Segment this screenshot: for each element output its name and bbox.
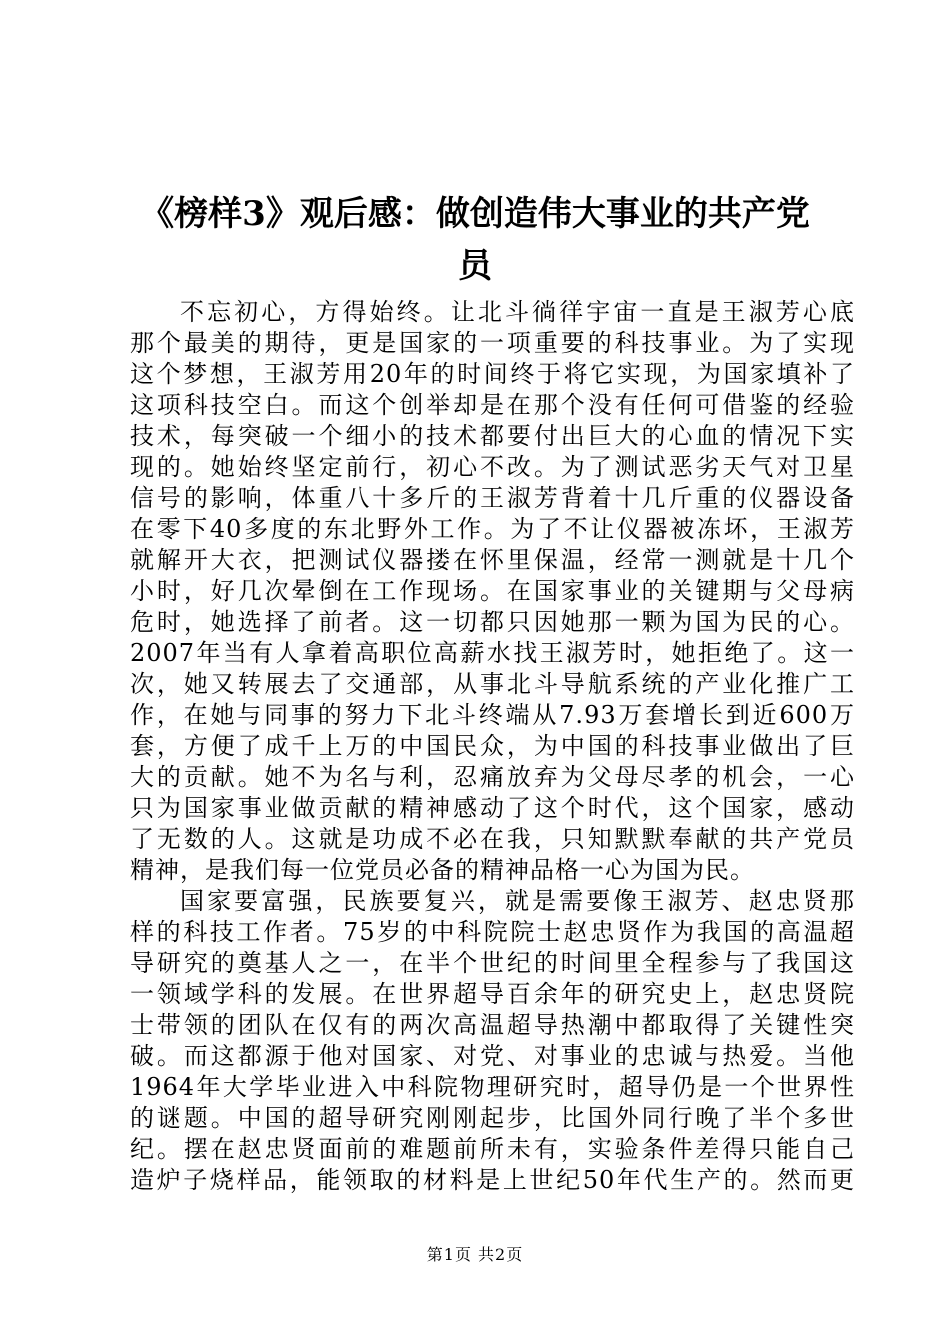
body-line: 的谜题。中国的超导研究刚刚起步，比国外同行晚了半个多世 bbox=[130, 1104, 855, 1132]
document-body bbox=[130, 297, 855, 1196]
document-title-line-1: 《榜样3》观后感：做创造伟大事业的共产党 bbox=[140, 194, 810, 234]
body-line: 只为国家事业做贡献的精神感动了这个时代，这个国家，感动 bbox=[130, 794, 855, 822]
body-line: 危时，她选择了前者。这一切都只因她那一颗为国为民的心。 bbox=[130, 608, 855, 636]
body-line: 了无数的人。这就是功成不必在我，只知默默奉献的共产党员 bbox=[130, 825, 855, 853]
body-line: 信号的影响，体重八十多斤的王淑芳背着十几斤重的仪器设备 bbox=[130, 484, 855, 512]
body-line: 那个最美的期待，更是国家的一项重要的科技事业。为了实现 bbox=[130, 329, 855, 357]
body-line: 这项科技空白。而这个创举却是在那个没有任何可借鉴的经验 bbox=[130, 391, 855, 419]
page-footer: 第1页 共2页 bbox=[426, 1245, 524, 1264]
body-line: 作，在她与同事的努力下北斗终端从7.93万套增长到近600万 bbox=[130, 701, 855, 729]
body-line: 1964年大学毕业进入中科院物理研究时，超导仍是一个世界性 bbox=[130, 1073, 855, 1101]
body-line: 这个梦想，王淑芳用20年的时间终于将它实现，为国家填补了 bbox=[130, 360, 855, 388]
body-line: 一领域学科的发展。在世界超导百余年的研究史上，赵忠贤院 bbox=[130, 980, 855, 1008]
body-line: 小时，好几次晕倒在工作现场。在国家事业的关键期与父母病 bbox=[130, 577, 855, 605]
body-line: 造炉子烧样品，能领取的材料是上世纪50年代生产的。然而更 bbox=[130, 1166, 855, 1194]
body-line: 就解开大衣，把测试仪器搂在怀里保温，经常一测就是十几个 bbox=[130, 546, 855, 574]
body-line: 在零下40多度的东北野外工作。为了不让仪器被冻坏，王淑芳 bbox=[130, 515, 855, 543]
body-line: 不忘初心，方得始终。让北斗徜徉宇宙一直是王淑芳心底 bbox=[180, 298, 855, 326]
body-line: 精神，是我们每一位党员必备的精神品格一心为国为民。 bbox=[130, 856, 755, 884]
body-line: 纪。摆在赵忠贤面前的难题前所未有，实验条件差得只能自己 bbox=[130, 1135, 855, 1163]
body-line: 破。而这都源于他对国家、对党、对事业的忠诚与热爱。当他 bbox=[130, 1042, 855, 1070]
body-line: 大的贡献。她不为名与利，忍痛放弃为父母尽孝的机会，一心 bbox=[130, 763, 855, 791]
body-line: 2007年当有人拿着高职位高薪水找王淑芳时，她拒绝了。这一 bbox=[130, 639, 855, 667]
body-line: 技术，每突破一个细小的技术都要付出巨大的心血的情况下实 bbox=[130, 422, 855, 450]
body-line: 国家要富强，民族要复兴，就是需要像王淑芳、赵忠贤那 bbox=[180, 887, 855, 915]
document-title-line-2: 员 bbox=[458, 246, 492, 286]
body-line: 样的科技工作者。75岁的中科院院士赵忠贤作为我国的高温超 bbox=[130, 918, 855, 946]
body-line: 套，方便了成千上万的中国民众，为中国的科技事业做出了巨 bbox=[130, 732, 855, 760]
body-line: 现的。她始终坚定前行，初心不改。为了测试恶劣天气对卫星 bbox=[130, 453, 855, 481]
body-line: 导研究的奠基人之一，在半个世纪的时间里全程参与了我国这 bbox=[130, 949, 855, 977]
body-line: 次，她又转展去了交通部，从事北斗导航系统的产业化推广工 bbox=[130, 670, 855, 698]
body-line: 士带领的团队在仅有的两次高温超导热潮中都取得了关键性突 bbox=[130, 1011, 855, 1039]
